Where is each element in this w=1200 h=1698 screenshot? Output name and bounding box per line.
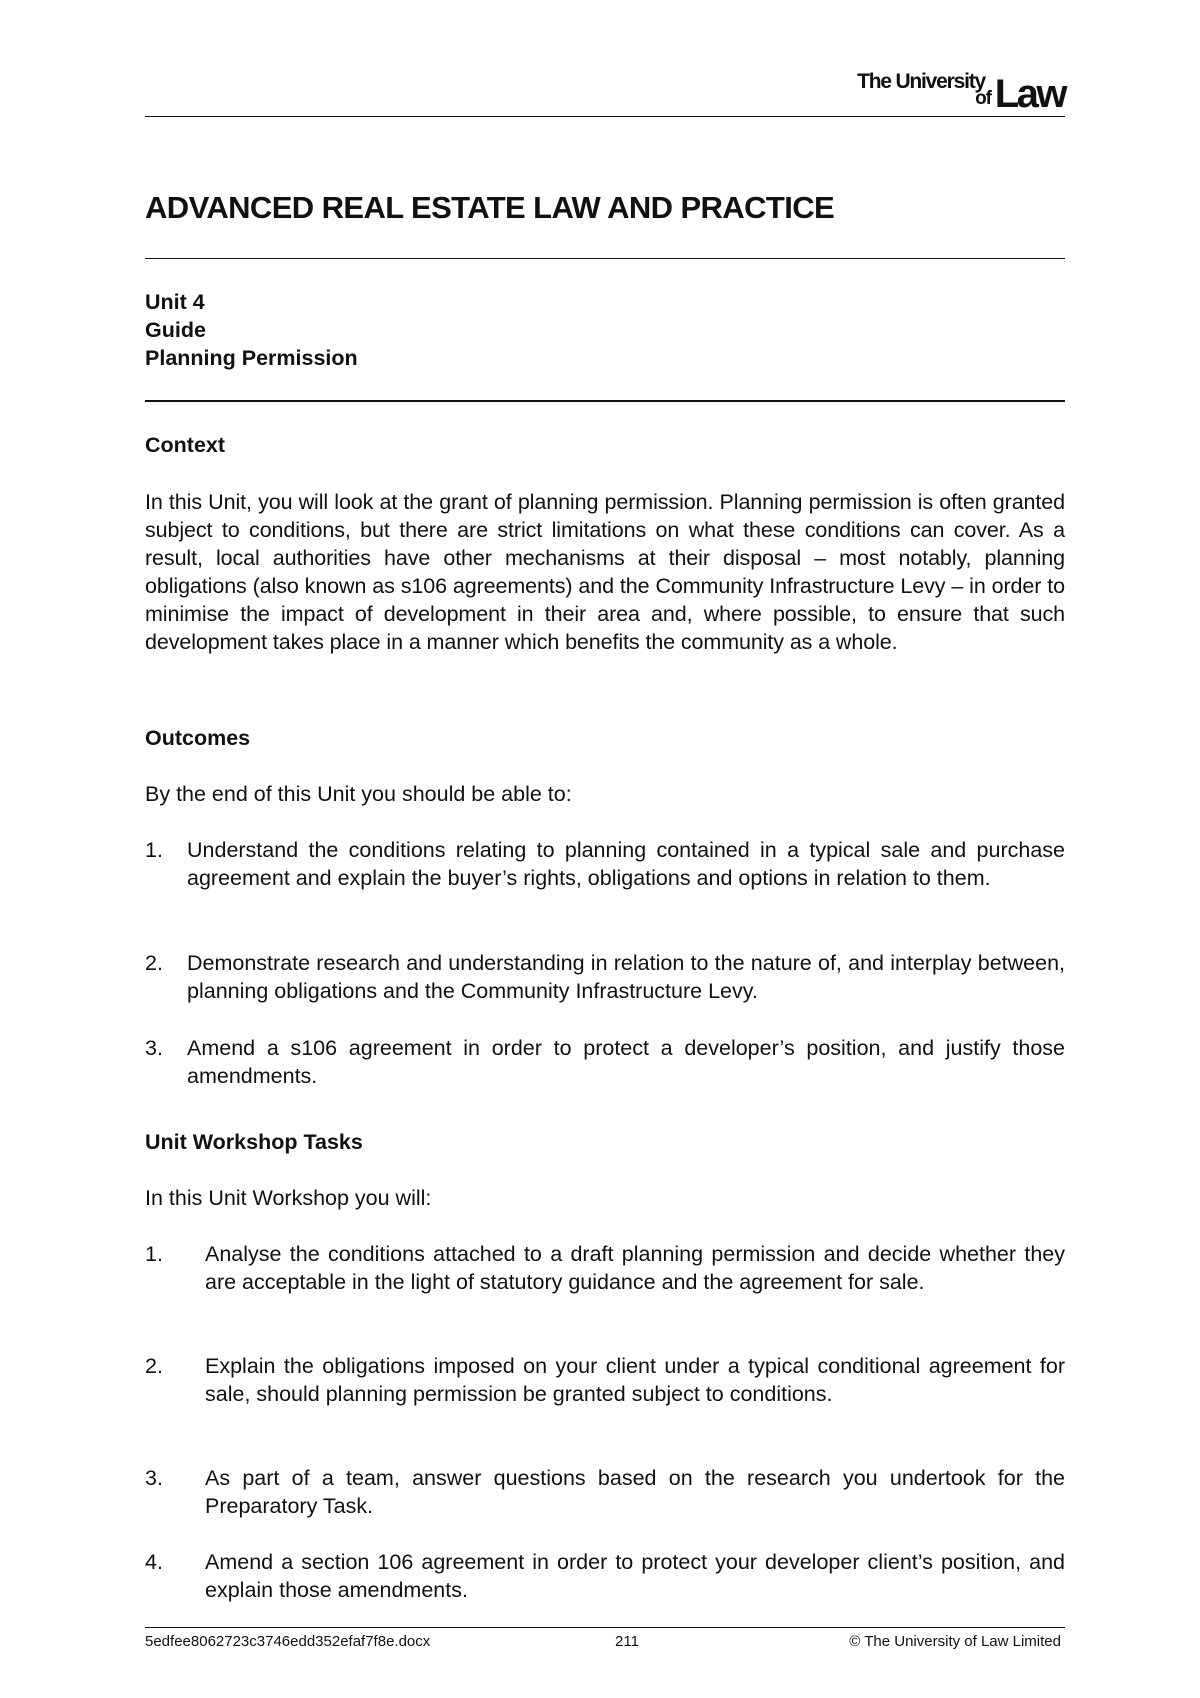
task-number: 4. <box>145 1550 163 1574</box>
context-heading: Context <box>145 433 226 457</box>
outcome-number: 1. <box>145 838 163 862</box>
outcome-item <box>145 949 1065 1005</box>
workshop-task-item <box>145 1352 1065 1408</box>
logo-text-of: of <box>975 88 991 109</box>
title-divider <box>145 258 1065 259</box>
task-text: As part of a team, answer questions based on the research you undertook for the Preparatory Task. <box>205 1466 1065 1518</box>
logo-text-law: Law <box>994 72 1065 116</box>
outcome-text: Understand the conditions relating to planning contained in a typical sale and purchase agreement and explain the buyer’s rights, obligations and options in relation to them. <box>187 838 1065 890</box>
workshop-heading: Unit Workshop Tasks <box>145 1130 363 1154</box>
outcome-text: Amend a s106 agreement in order to protect a developer’s position, and justify those amendments. <box>187 1036 1065 1088</box>
outcome-number: 2. <box>145 951 163 975</box>
footer-page-number: 211 <box>615 1633 639 1650</box>
footer-copyright: © The University of Law Limited <box>849 1633 1061 1650</box>
task-text: Amend a section 106 agreement in order to protect your developer client’s position, and explain those amendments. <box>205 1550 1065 1602</box>
header-divider <box>145 116 1065 117</box>
workshop-task-item <box>145 1240 1065 1296</box>
unit-info <box>145 288 358 372</box>
task-number: 3. <box>145 1466 163 1490</box>
unit-divider <box>145 400 1065 402</box>
unit-number: Unit 4 <box>145 290 205 314</box>
university-of-law-logo <box>855 68 1065 116</box>
workshop-intro: In this Unit Workshop you will: <box>145 1186 432 1210</box>
outcome-text: Demonstrate research and understanding in relation to the nature of, and interplay between, planning obligations and the Community Infrastructure Levy. <box>187 951 1065 1003</box>
outcome-item <box>145 836 1065 892</box>
outcomes-intro: By the end of this Unit you should be able to: <box>145 782 572 806</box>
logo-text-university: The University <box>857 70 985 93</box>
workshop-task-item <box>145 1464 1065 1520</box>
unit-type: Guide <box>145 318 206 342</box>
outcome-item <box>145 1034 1065 1090</box>
workshop-task-item <box>145 1548 1065 1604</box>
document-title: ADVANCED REAL ESTATE LAW AND PRACTICE <box>145 190 835 225</box>
footer-divider <box>145 1627 1065 1628</box>
task-text: Analyse the conditions attached to a draft planning permission and decide whether they are acceptable in the light of statutory guidance and the agreement for sale. <box>205 1242 1065 1294</box>
outcome-number: 3. <box>145 1036 163 1060</box>
task-text: Explain the obligations imposed on your client under a typical conditional agreement for sale, should planning permission be granted subject to conditions. <box>205 1354 1065 1406</box>
footer-filename: 5edfee8062723c3746edd352efaf7f8e.docx <box>145 1633 431 1650</box>
task-number: 1. <box>145 1242 163 1266</box>
unit-topic: Planning Permission <box>145 346 358 370</box>
document-page <box>145 0 1065 1698</box>
context-paragraph: In this Unit, you will look at the grant of planning permission. Planning permission is often granted subject to conditions, but there are strict limitations on what these conditions can cover. As a result, local authorities have other mechanisms at their disposal – most notably, planning obligations (also known as s106 agreements) and the Community Infrastructure Levy – in order to minimise the impact of development in their area and, where possible, to ensure that such development takes place in a manner which benefits the community as a whole. <box>145 490 1065 654</box>
task-number: 2. <box>145 1354 163 1378</box>
outcomes-heading: Outcomes <box>145 726 251 750</box>
